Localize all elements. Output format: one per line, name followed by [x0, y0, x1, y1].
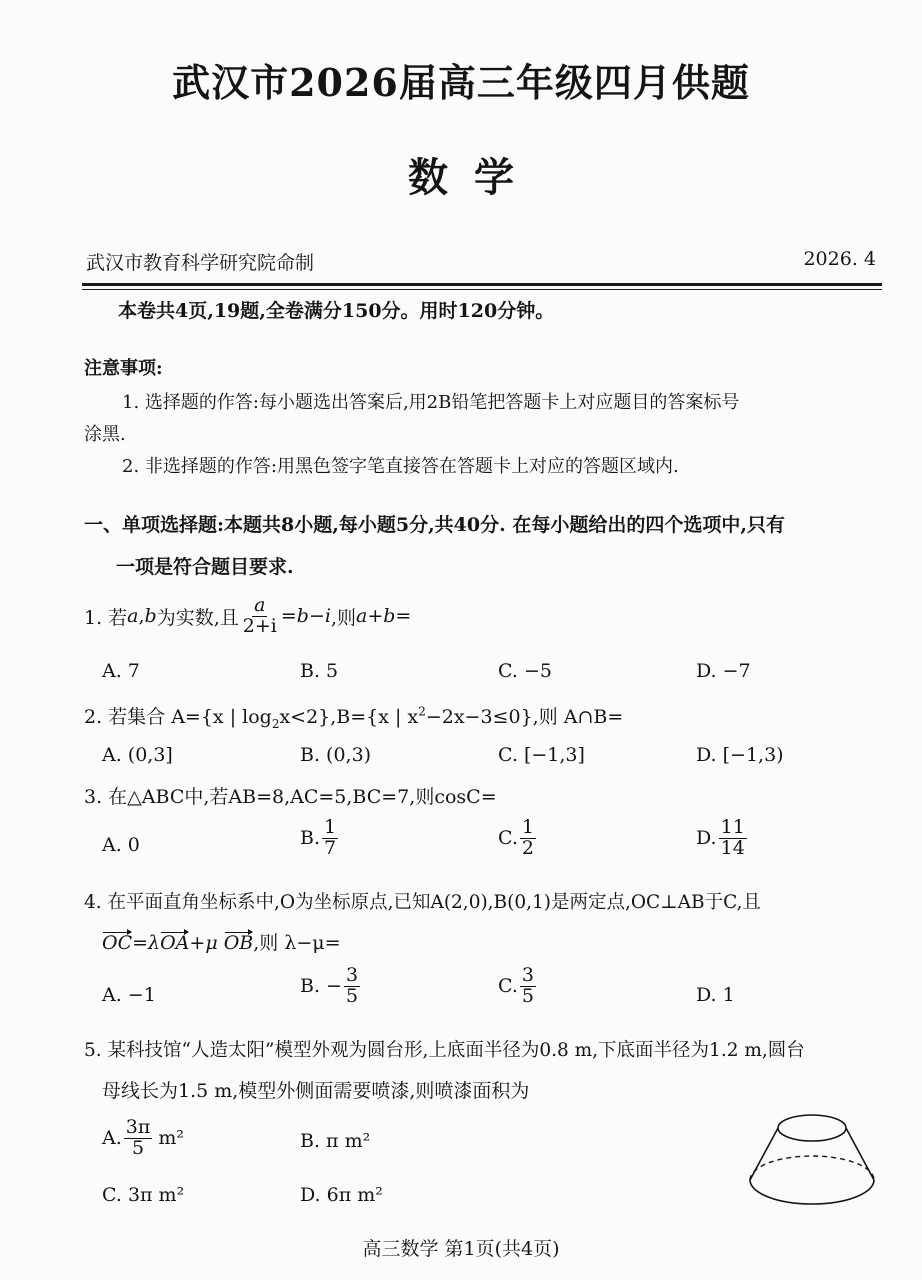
frustum-bottom-front-arc: [750, 1180, 874, 1204]
vector-oc: OC: [102, 932, 133, 954]
question-2: [84, 702, 623, 731]
q2-option-d: D. [−1,3): [696, 744, 784, 766]
section1-heading: 一、单项选择题:本题共8小题,每小题5分,共40分. 在每小题给出的四个选项中,只有: [84, 514, 785, 536]
q3-option-c-frac: [520, 818, 536, 859]
exam-date: 2026. 4: [803, 248, 876, 270]
q3-b-num: 1: [324, 816, 337, 838]
q1-option-d: D. −7: [696, 660, 751, 682]
question-5-cont: 母线长为1.5 m,模型外侧面需要喷漆,则喷漆面积为: [102, 1080, 530, 1102]
q3-c-num: 1: [521, 816, 534, 838]
notice-item-1-cont: 涂黑.: [84, 424, 126, 445]
q2-log-base: 2: [271, 716, 280, 731]
q1-end: =: [395, 605, 412, 628]
q4-c-den: 5: [521, 984, 534, 1007]
q4-option-b-label: B. −: [300, 975, 342, 998]
q1-comma: ,: [138, 605, 145, 628]
paper-title: 武汉市2026届高三年级四月供题: [172, 60, 750, 105]
q3-option-d-label: D.: [696, 827, 717, 850]
q5-a-den: 5: [132, 1136, 145, 1159]
header-rule-thick: [82, 283, 882, 286]
notice-item-2: 2. 非选择题的作答:用黑色签字笔直接答在答题卡上对应的答题区域内.: [122, 456, 679, 477]
q2-option-a: A. (0,3]: [102, 744, 173, 766]
q4-plus-mu: +μ: [189, 932, 224, 954]
section1-heading-cont: 一项是符合题目要求.: [116, 556, 294, 578]
q4-c-num: 3: [521, 964, 534, 986]
notice-title: 注意事项:: [84, 358, 163, 379]
q3-option-b-frac: [322, 818, 338, 859]
q3-c-den: 2: [521, 836, 534, 859]
question-5: 5. 某科技馆“人造太阳”模型外观为圆台形,上底面半径为0.8 m,下底面半径为1.2 m,圆台: [84, 1040, 805, 1061]
q1-pre: 1. 若: [84, 606, 128, 629]
q4-option-d: D. 1: [696, 984, 735, 1006]
q5-option-c: C. 3π m²: [102, 1184, 185, 1206]
q5-option-a: [102, 1118, 184, 1159]
q2-text-mid: x<2},B={x | x: [279, 706, 419, 728]
q2-exponent: 2: [418, 704, 426, 719]
q4-eq-lambda: =λ: [132, 932, 161, 954]
q5-option-d: D. 6π m²: [300, 1184, 383, 1206]
q3-option-c-label: C.: [498, 827, 518, 850]
q1-mid: 为实数,且: [156, 606, 239, 629]
q4-option-c-frac: [520, 966, 536, 1007]
vector-oa: OA: [160, 932, 190, 954]
exam-summary: 本卷共4页,19题,全卷满分150分。用时120分钟。: [118, 300, 555, 322]
q3-d-num: 11: [720, 816, 745, 838]
q1-frac-num: a: [254, 594, 266, 616]
q1-frac-den: 2+i: [242, 614, 277, 637]
q3-option-b: [300, 818, 340, 859]
q2-text-end: −2x−3≤0},则 A∩B=: [425, 706, 624, 728]
q1-option-a: A. 7: [102, 660, 140, 682]
q1-ask: a+b: [356, 605, 396, 628]
q5-option-a-unit: m²: [158, 1127, 184, 1150]
question-4-cont: [102, 928, 341, 955]
vector-ob: OB: [223, 932, 254, 954]
header-rule-thin: [82, 289, 882, 290]
q1-option-b: B. 5: [300, 660, 339, 682]
q3-b-den: 7: [324, 836, 337, 859]
q1-var-b: b: [144, 605, 157, 628]
q4-b-den: 5: [345, 984, 359, 1007]
q2-text-pre: 2. 若集合 A={x | log: [84, 706, 272, 728]
q1-option-c: C. −5: [498, 660, 552, 682]
q3-option-d: [696, 818, 749, 859]
q4-option-b-frac: [344, 966, 360, 1007]
q1-var-a: a: [127, 605, 139, 628]
subject-title: 数学: [408, 154, 540, 201]
q3-option-c: [498, 818, 538, 859]
q1-fraction: [241, 596, 279, 637]
q1-tail: ,则: [330, 606, 356, 629]
q4-option-c: [498, 966, 538, 1007]
q1-rhs: b−i: [296, 605, 331, 628]
q2-option-c: C. [−1,3]: [498, 744, 585, 766]
frustum-right-edge: [846, 1128, 874, 1180]
q5-a-num: 3π: [125, 1116, 151, 1138]
q4-option-c-label: C.: [498, 975, 518, 998]
frustum-top-ellipse: [778, 1115, 846, 1141]
frustum-bottom-back-arc: [750, 1156, 874, 1180]
q5-option-b: B. π m²: [300, 1130, 371, 1152]
q3-option-b-label: B.: [300, 827, 321, 850]
q3-option-a: A. 0: [102, 834, 140, 856]
question-3: 3. 在△ABC中,若AB=8,AC=5,BC=7,则cosC=: [84, 786, 497, 808]
question-1: [84, 596, 411, 637]
q4-b-num: 3: [345, 964, 359, 986]
q4-tail: ,则 λ−μ=: [253, 932, 341, 954]
q5-option-a-frac: [124, 1118, 153, 1159]
q4-option-b: [300, 966, 362, 1007]
question-4: 4. 在平面直角坐标系中,O为坐标原点,已知A(2,0),B(0,1)是两定点,OC⊥AB于C,且: [84, 892, 761, 913]
notice-item-1: 1. 选择题的作答:每小题选出答案后,用2B铅笔把答题卡上对应题目的答案标号: [122, 392, 740, 413]
issuer: 武汉市教育科学研究院命制: [86, 252, 315, 274]
q4-option-a: A. −1: [102, 984, 156, 1006]
q2-option-b: B. (0,3): [300, 744, 372, 766]
q3-option-d-frac: [719, 818, 747, 859]
q1-eq: =: [280, 605, 297, 628]
q5-option-a-label: A.: [102, 1127, 122, 1150]
page-footer: 高三数学 第1页(共4页): [362, 1238, 560, 1260]
q3-d-den: 14: [720, 836, 745, 859]
frustum-figure: [744, 1108, 880, 1216]
